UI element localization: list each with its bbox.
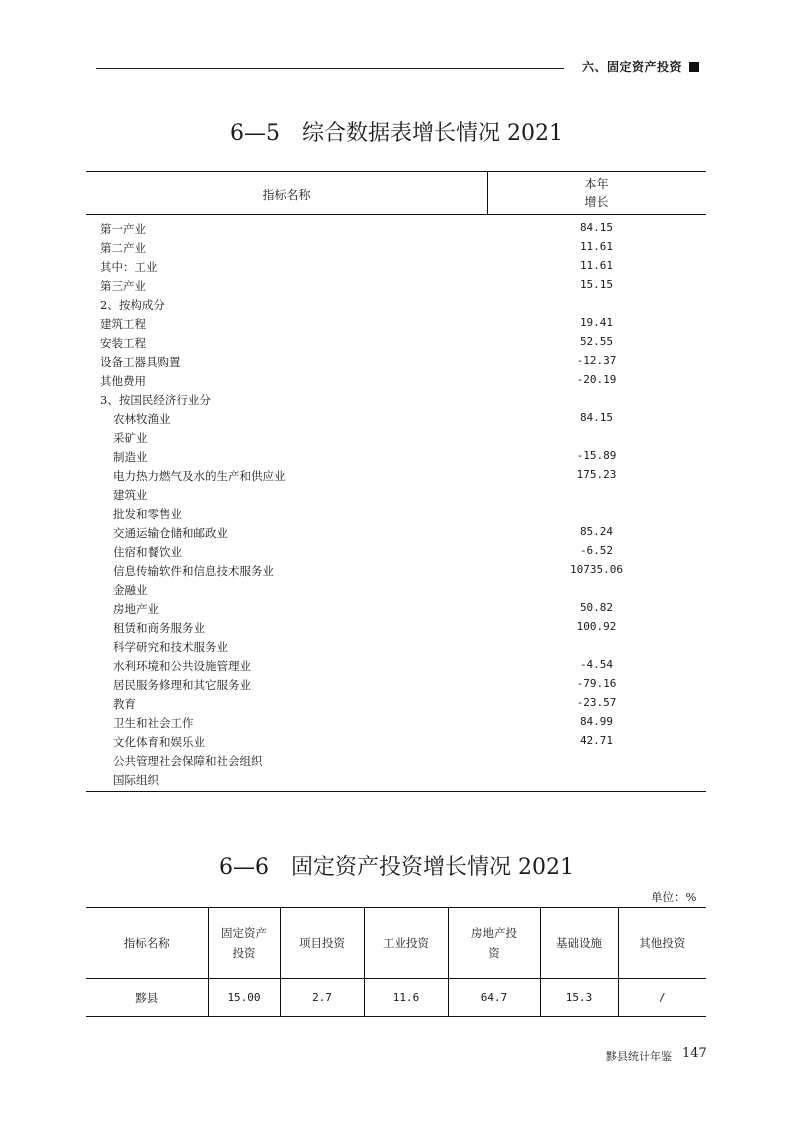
header-line: 投资 [232, 946, 256, 960]
row-label: 批发和零售业 [113, 507, 182, 521]
page-number: 147 [682, 1046, 707, 1061]
row-label: 建筑工程 [100, 317, 146, 331]
row-value: 175.23 [576, 468, 617, 481]
row-value: 84.15 [579, 221, 614, 234]
row-label: 设备工器具购置 [100, 355, 181, 369]
row-label: 第二产业 [100, 241, 146, 255]
table-row [86, 713, 706, 732]
table-row [86, 257, 706, 276]
row-value: -15.89 [576, 449, 617, 462]
row-value: 42.71 [579, 734, 614, 747]
row-label: 2、按构成分 [100, 298, 165, 312]
row-label: 教育 [113, 697, 136, 711]
table-row [86, 219, 706, 238]
table-row [86, 390, 706, 409]
table-row [86, 523, 706, 542]
table2-title-text: 固定资产投资增长情况 2021 [291, 855, 574, 880]
table-row [86, 751, 706, 770]
table1-col-value-line1: 本年 [584, 177, 609, 191]
row-value: -79.16 [576, 677, 617, 690]
row-label: 租赁和商务服务业 [113, 621, 205, 635]
row-label: 科学研究和技术服务业 [113, 640, 228, 654]
table-row [86, 656, 706, 675]
value-cell: 64.7 [448, 979, 540, 1017]
table2-header-cell [540, 908, 618, 979]
row-value: 11.61 [579, 240, 614, 253]
row-value: -6.52 [579, 544, 614, 557]
row-label: 农林牧渔业 [113, 412, 171, 426]
table2-header-row [86, 908, 706, 979]
table-row [86, 333, 706, 352]
row-value: -20.19 [576, 373, 617, 386]
row-label: 国际组织 [113, 773, 159, 787]
table2-header-cell [280, 908, 364, 979]
table-row [86, 618, 706, 637]
row-value: -12.37 [576, 354, 617, 367]
row-label: 卫生和社会工作 [113, 716, 194, 730]
row-value: 19.41 [579, 316, 614, 329]
table-row [86, 580, 706, 599]
table1-title-text: 综合数据表增长情况 2021 [302, 121, 563, 146]
table-row [86, 637, 706, 656]
header-line: 项目投资 [299, 936, 345, 950]
section-header: 六、固定资产投资 [582, 60, 683, 74]
header-line: 资 [488, 946, 500, 960]
row-label: 住宿和餐饮业 [113, 545, 182, 559]
table-row [86, 238, 706, 257]
table2-header-cell [448, 908, 540, 979]
table1-header-value-cell [487, 175, 706, 211]
row-value: 52.55 [579, 335, 614, 348]
table-row [86, 732, 706, 751]
row-label: 房地产业 [113, 602, 159, 616]
table-row [86, 504, 706, 523]
table2 [86, 907, 706, 1017]
table-row [86, 599, 706, 618]
header-rule [96, 68, 564, 69]
row-label: 安装工程 [100, 336, 146, 350]
row-label: 3、按国民经济行业分 [100, 393, 211, 407]
table-row [86, 447, 706, 466]
table-row [86, 409, 706, 428]
row-label: 第一产业 [100, 222, 146, 236]
row-value: 84.15 [579, 411, 614, 424]
table-row [86, 352, 706, 371]
row-label: 信息传输软件和信息技术服务业 [113, 564, 274, 578]
row-value: -4.54 [579, 658, 614, 671]
row-label: 其他费用 [100, 374, 146, 388]
row-label: 金融业 [113, 583, 148, 597]
value-cell: 11.6 [364, 979, 448, 1017]
table1-body [86, 215, 706, 792]
table-row [86, 675, 706, 694]
table-row [86, 466, 706, 485]
row-value: 50.82 [579, 601, 614, 614]
value-cell: / [618, 979, 706, 1017]
table-row [86, 371, 706, 390]
table1-col-name: 指标名称 [262, 188, 311, 202]
table2-body [86, 979, 706, 1017]
table2-title [0, 850, 793, 881]
table2-header-cell [364, 908, 448, 979]
value-cell: 15.3 [540, 979, 618, 1017]
header-line: 房地产投 [471, 926, 517, 940]
table2-number: 6—6 [219, 855, 269, 880]
table2-header-cell [208, 908, 280, 979]
table-row [86, 561, 706, 580]
header-line: 工业投资 [383, 936, 429, 950]
table1-number: 6—5 [230, 121, 280, 146]
table1-title [0, 116, 793, 147]
table-row [86, 542, 706, 561]
value-cell: 15.00 [208, 979, 280, 1017]
table1-col-value-line2: 增长 [584, 195, 609, 209]
header-line: 其他投资 [639, 936, 686, 950]
row-label: 居民服务修理和其它服务业 [113, 678, 251, 692]
value-cell: 2.7 [280, 979, 364, 1017]
table2-unit: 单位：% [651, 890, 697, 904]
header-line: 固定资产 [221, 926, 267, 940]
table-row [86, 694, 706, 713]
row-value: 15.15 [579, 278, 614, 291]
row-value: 10735.06 [570, 563, 623, 576]
header-line: 指标名称 [123, 936, 170, 950]
row-label: 制造业 [113, 450, 148, 464]
row-value: 84.99 [579, 715, 614, 728]
row-value: 100.92 [576, 620, 617, 633]
table1-header [86, 171, 706, 215]
footer-book-title: 黟县统计年鉴 [606, 1050, 672, 1063]
table-row [86, 485, 706, 504]
table-row [86, 428, 706, 447]
row-label: 公共管理社会保障和社会组织 [113, 754, 263, 768]
row-label: 水利环境和公共设施管理业 [113, 659, 251, 673]
region-cell: 黟县 [135, 990, 159, 1005]
table1 [86, 171, 706, 792]
row-label: 交通运输仓储和邮政业 [113, 526, 228, 540]
header-square-icon [689, 62, 699, 72]
table-row [86, 770, 706, 789]
row-label: 采矿业 [113, 431, 148, 445]
table-row [86, 314, 706, 333]
table1-header-name-cell [86, 172, 488, 214]
row-label: 文化体育和娱乐业 [113, 735, 205, 749]
header-line: 基础设施 [556, 936, 602, 950]
row-label: 建筑业 [113, 488, 148, 502]
table2-header-cell [86, 908, 208, 979]
row-value: 85.24 [579, 525, 614, 538]
table-row [86, 295, 706, 314]
table-row [86, 276, 706, 295]
table2-header-cell [618, 908, 706, 979]
row-value: 11.61 [579, 259, 614, 272]
row-label: 其中：工业 [100, 260, 158, 274]
table-row [86, 979, 706, 1017]
row-label: 第三产业 [100, 279, 146, 293]
row-label: 电力热力燃气及水的生产和供应业 [113, 469, 286, 483]
row-value: -23.57 [576, 696, 617, 709]
